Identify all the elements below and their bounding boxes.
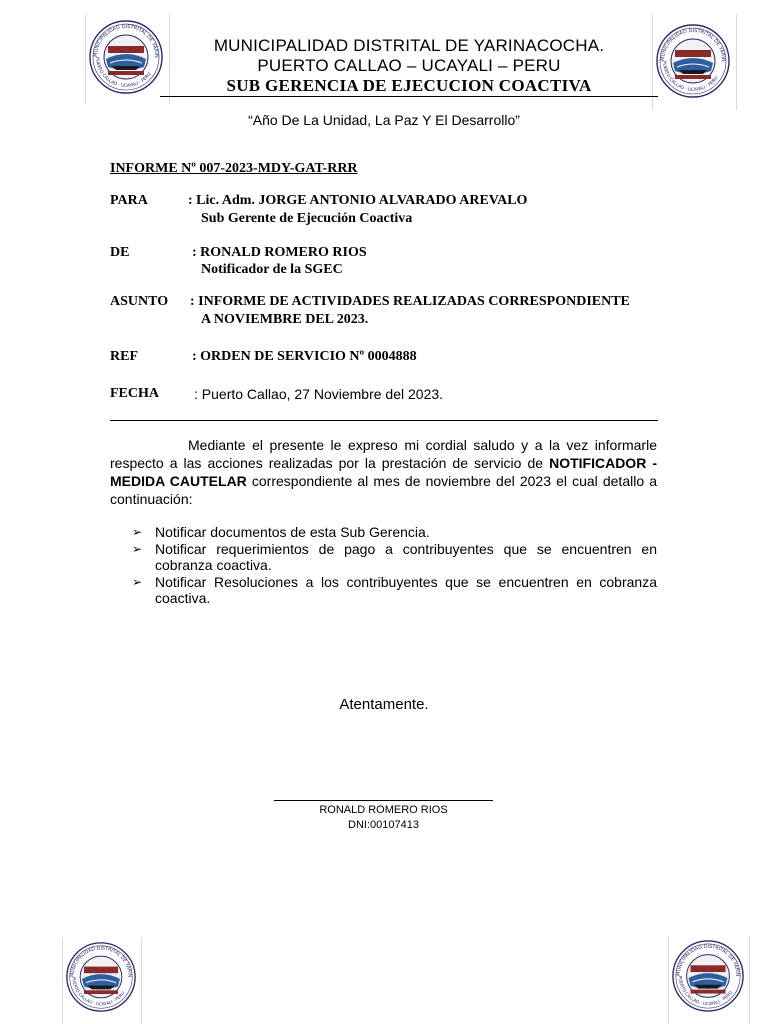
- arrow-bullet-icon: ➢: [132, 574, 143, 589]
- field-value-para-role: Sub Gerente de Ejecución Coactiva: [201, 211, 413, 226]
- field-value-fecha: : Puerto Callao, 27 Noviembre del 2023.: [194, 386, 444, 402]
- field-value-de-role: Notificador de la SGEC: [201, 262, 343, 277]
- header-location: PUERTO CALLAO – UCAYALI – PERU: [257, 56, 561, 75]
- closing-salutation: Atentamente.: [339, 696, 429, 713]
- body-paragraph-text-start: Mediante el presente le expreso mi cordial saludo y a la vez informarle respecto a las acciones realizadas por la prestación de servicio de: [110, 437, 657, 471]
- signer-name: RONALD ROMERO RIOS: [319, 804, 448, 816]
- list-item: [110, 574, 657, 607]
- field-label-para: PARA: [110, 193, 148, 208]
- header-rule: [160, 96, 658, 97]
- header-department: SUB GERENCIA DE EJECUCION COACTIVA: [226, 76, 592, 95]
- field-label-de: DE: [110, 245, 130, 260]
- signer-dni: DNI:00107413: [348, 819, 419, 831]
- field-value-asunto: : INFORME DE ACTIVIDADES REALIZADAS CORRESPONDIENTE: [190, 294, 630, 309]
- list-item: [110, 541, 657, 574]
- svg-text:MUNICIPALIDAD DISTRITAL DE YAR: MUNICIPALIDAD DISTRITAL DE YARIN: [675, 943, 741, 977]
- svg-text:MUNICIPALIDAD DISTRITAL DE YAR: MUNICIPALIDAD DISTRITAL DE YARIN: [659, 27, 727, 62]
- list-item: [110, 524, 657, 541]
- fields-divider: [110, 420, 658, 421]
- svg-text:PUERTO CALLAO · UCAYALI · PERU: PUERTO CALLAO · UCAYALI · PERU: [660, 60, 720, 94]
- municipal-seal-top-right: [655, 23, 731, 99]
- field-label-ref: REF: [110, 349, 138, 364]
- body-paragraph-text-end: correspondiente al mes de noviembre del 2023 el cual detallo a continuación:: [110, 473, 657, 507]
- header-municipality: MUNICIPALIDAD DISTRITAL DE YARINACOCHA.: [213, 36, 605, 55]
- svg-text:MUNICIPALIDAD DISTRITAL DE YAR: MUNICIPALIDAD DISTRITAL DE YARIN: [92, 23, 160, 58]
- year-motto: “Año De La Unidad, La Paz Y El Desarrollo”: [248, 112, 520, 128]
- field-label-fecha: FECHA: [110, 386, 159, 401]
- arrow-bullet-icon: ➢: [132, 525, 143, 539]
- activities-list: [110, 524, 657, 607]
- svg-text:MUNICIPALIDAD DISTRITAL DE YAR: MUNICIPALIDAD DISTRITAL DE YARIN: [70, 946, 132, 978]
- svg-text:PUERTO CALLAO · UCAYALI · PERU: PUERTO CALLAO · UCAYALI · PERU: [676, 975, 734, 1008]
- body-paragraph: [110, 436, 657, 508]
- arrow-bullet-icon: ➢: [132, 541, 143, 556]
- municipal-seal-bottom-right: [671, 939, 747, 1015]
- signature-line: [274, 800, 493, 801]
- field-label-asunto: ASUNTO: [110, 294, 169, 309]
- body-paragraph-service-name: NOTIFICADOR - MEDIDA CAUTELAR: [110, 455, 657, 489]
- svg-text:PUERTO CALLAO · UCAYALI · PERU: PUERTO CALLAO · UCAYALI · PERU: [70, 976, 127, 1008]
- list-item-text: Notificar documentos de esta Sub Gerencia.: [155, 524, 430, 540]
- field-value-para: : Lic. Adm. JORGE ANTONIO ALVARADO AREVALO: [188, 193, 528, 208]
- list-item-text: Notificar requerimientos de pago a contribuyentes que se encuentren en cobranza coactiva.: [155, 540, 657, 573]
- municipal-seal-bottom-left: [65, 941, 141, 1017]
- list-item-text: Notificar Resoluciones a los contribuyentes que se encuentren en cobranza coactiva.: [155, 573, 657, 606]
- field-value-asunto-cont: A NOVIEMBRE DEL 2023.: [201, 312, 369, 327]
- report-title: INFORME Nº 007-2023-MDY-GAT-RRR: [110, 161, 358, 176]
- field-value-de: : RONALD ROMERO RIOS: [192, 245, 367, 260]
- svg-text:PUERTO CALLAO · UCAYALI · PERU: PUERTO CALLAO · UCAYALI · PERU: [93, 56, 153, 90]
- field-value-ref: : ORDEN DE SERVICIO Nº 0004888: [192, 349, 417, 364]
- municipal-seal-top-left: [88, 19, 164, 95]
